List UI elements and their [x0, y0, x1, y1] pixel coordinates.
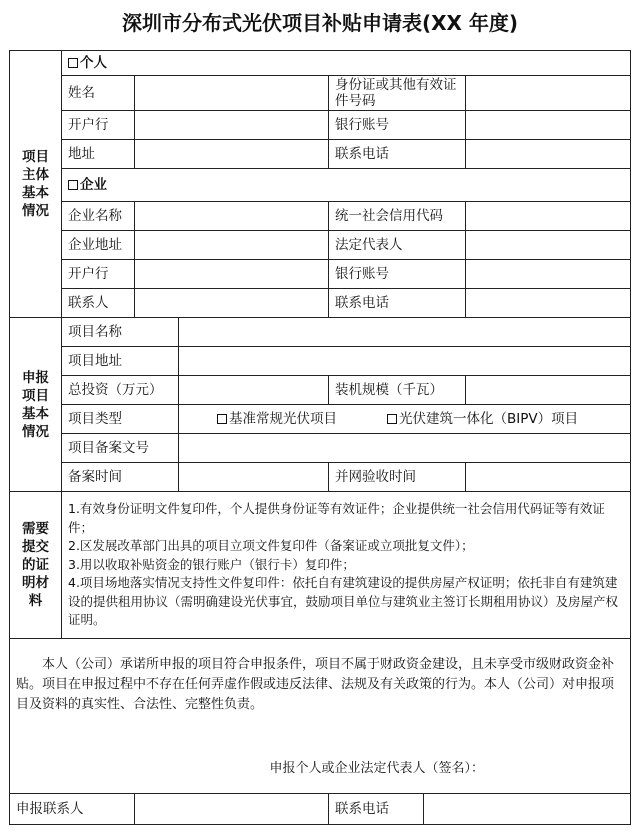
id-label: 身份证或其他有效证件号码 [335, 77, 457, 109]
section-materials-label: 需要提交的证明材料 [22, 521, 49, 609]
application-form-table [9, 50, 631, 825]
enterprise-phone-label: 联系电话 [335, 295, 389, 311]
individual-address-field[interactable] [134, 139, 329, 169]
investment-label-cell [61, 375, 179, 405]
footer-phone-label-cell [328, 793, 424, 825]
section-subject-label: 项目主体基本情况 [22, 149, 49, 219]
name-field[interactable] [134, 75, 329, 111]
material-item: 1.有效身份证明文件复印件，个人提供身份证等有效证件；企业提供统一社会信用代码证等有效证件； [68, 501, 605, 535]
credit-code-label-cell [328, 201, 466, 231]
individual-checkbox[interactable] [68, 58, 78, 68]
legal-rep-label: 法定代表人 [335, 237, 403, 253]
individual-bank-label: 开户行 [68, 117, 109, 133]
declaration-text: 本人（公司）承诺所申报的项目符合申报条件，项目不属于财政资金建设，且未享受市级财政资金补贴。项目在申报过程中不存在任何弄虚作假或违反法律、法规及有关政策的行为。本人（公司）对申报项目及资料的真实性、合法性、完整性负责。 [16, 657, 615, 712]
capacity-label: 装机规模（千瓦） [335, 382, 443, 398]
filing-number-label: 项目备案文号 [68, 440, 149, 456]
enterprise-account-label-cell [328, 259, 466, 289]
enterprise-address-field[interactable] [134, 230, 329, 260]
project-type-options [178, 404, 631, 434]
enterprise-label: 企业 [80, 177, 107, 193]
type-option-bipv[interactable] [387, 411, 578, 427]
type-standard-checkbox[interactable] [217, 414, 227, 424]
enterprise-bank-label: 开户行 [68, 266, 109, 282]
project-address-label-cell [61, 346, 179, 376]
enterprise-phone-label-cell [328, 288, 466, 318]
project-type-label-cell [61, 404, 179, 434]
contact-field[interactable] [134, 793, 329, 825]
id-label-cell [328, 75, 466, 111]
individual-account-label-cell [328, 110, 466, 140]
type-bipv-label: 光伏建筑一体化（BIPV）项目 [399, 411, 579, 427]
enterprise-account-field[interactable] [465, 259, 631, 289]
project-address-label: 项目地址 [68, 353, 122, 369]
enterprise-name-label: 企业名称 [68, 208, 122, 224]
enterprise-checkbox[interactable] [68, 180, 78, 190]
footer-phone-field[interactable] [423, 793, 631, 825]
credit-code-label: 统一社会信用代码 [335, 208, 443, 224]
individual-label: 个人 [80, 55, 107, 71]
enterprise-contact-label-cell [61, 288, 135, 318]
filing-number-field[interactable] [178, 433, 631, 463]
filing-time-label-cell [61, 462, 179, 492]
individual-account-label: 银行账号 [335, 117, 389, 133]
declaration-cell [9, 638, 631, 794]
enterprise-bank-label-cell [61, 259, 135, 289]
investment-label: 总投资（万元） [68, 382, 163, 398]
footer-phone-label: 联系电话 [335, 801, 389, 817]
legal-rep-field[interactable] [465, 230, 631, 260]
section-project-heading [9, 317, 62, 492]
enterprise-bank-field[interactable] [134, 259, 329, 289]
enterprise-contact-label: 联系人 [68, 295, 109, 311]
signature-label: 申报个人或企业法定代表人（签名）： [269, 761, 484, 776]
project-name-label-cell [61, 317, 179, 347]
individual-phone-label: 联系电话 [335, 146, 389, 162]
section-project-label: 申报项目基本情况 [22, 369, 49, 440]
individual-account-field[interactable] [465, 110, 631, 140]
grid-time-field[interactable] [465, 462, 631, 492]
id-number-field[interactable] [465, 75, 631, 111]
individual-section-row [61, 50, 631, 76]
enterprise-name-label-cell [61, 201, 135, 231]
material-item: 4.项目场地落实情况支持性文件复印件：依托自有建筑建设的提供房屋产权证明；依托非自有建筑建设的提供租用协议（需明确建设光伏事宜，鼓励项目单位与建筑业主签订长期租用协议）及房屋产权证明。 [68, 575, 619, 628]
grid-time-label: 并网验收时间 [335, 469, 416, 485]
credit-code-field[interactable] [465, 201, 631, 231]
enterprise-address-label-cell [61, 230, 135, 260]
enterprise-section-row [61, 168, 631, 202]
contact-label-cell [9, 793, 135, 825]
filing-time-field[interactable] [178, 462, 329, 492]
name-label-cell [61, 75, 135, 111]
material-item: 3.用以收取补贴资金的银行账户（银行卡）复印件； [68, 556, 355, 572]
form-title: 深圳市分布式光伏项目补贴申请表(XX 年度) [121, 11, 519, 35]
grid-time-label-cell [328, 462, 466, 492]
individual-phone-field[interactable] [465, 139, 631, 169]
name-label: 姓名 [68, 85, 95, 101]
type-standard-label: 基准常规光伏项目 [229, 411, 337, 427]
enterprise-contact-field[interactable] [134, 288, 329, 318]
individual-address-label: 地址 [68, 146, 95, 162]
section-subject-heading [9, 50, 62, 318]
project-address-field[interactable] [178, 346, 631, 376]
enterprise-address-label: 企业地址 [68, 237, 122, 253]
materials-list [61, 491, 631, 639]
section-materials-heading [9, 491, 62, 639]
filing-number-label-cell [61, 433, 179, 463]
individual-address-label-cell [61, 139, 135, 169]
filing-time-label: 备案时间 [68, 469, 122, 485]
capacity-field[interactable] [465, 375, 631, 405]
project-type-label: 项目类型 [68, 411, 122, 427]
individual-bank-field[interactable] [134, 110, 329, 140]
contact-label: 申报联系人 [16, 801, 84, 817]
project-name-field[interactable] [178, 317, 631, 347]
enterprise-phone-field[interactable] [465, 288, 631, 318]
capacity-label-cell [328, 375, 466, 405]
individual-phone-label-cell [328, 139, 466, 169]
type-bipv-checkbox[interactable] [387, 414, 397, 424]
legal-rep-label-cell [328, 230, 466, 260]
project-name-label: 项目名称 [68, 324, 122, 340]
individual-bank-label-cell [61, 110, 135, 140]
investment-field[interactable] [178, 375, 329, 405]
material-item: 2.区发展改革部门出具的项目立项文件复印件（备案证或立项批复文件）； [68, 538, 474, 554]
type-option-standard[interactable] [217, 411, 337, 427]
enterprise-account-label: 银行账号 [335, 266, 389, 282]
enterprise-name-field[interactable] [134, 201, 329, 231]
